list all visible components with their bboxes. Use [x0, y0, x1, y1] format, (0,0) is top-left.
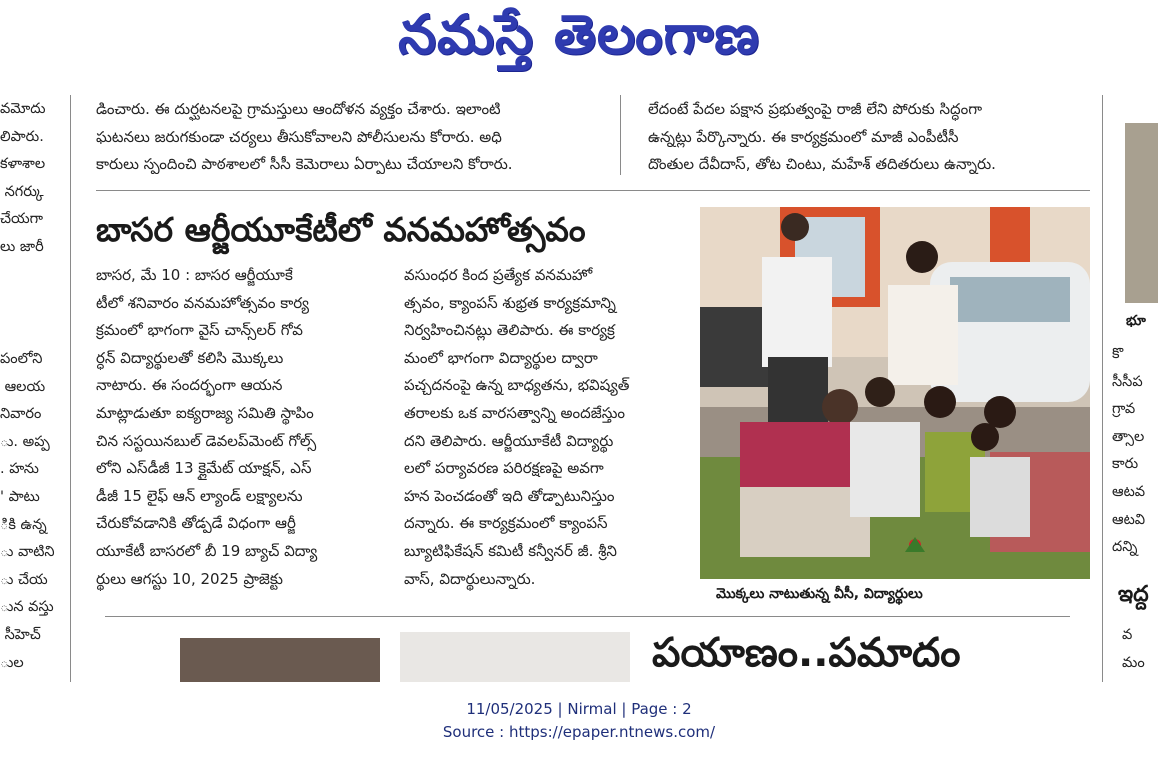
top-article-right-text — [648, 96, 1093, 179]
right-edge-line: దన్ని — [1112, 539, 1138, 556]
article-column-1 — [96, 262, 396, 593]
teaser-photo-strip — [180, 638, 380, 683]
left-edge-line: . హను — [0, 461, 39, 478]
teaser-photo-strip-2 — [400, 632, 630, 682]
left-edge-line: ున వస్తు — [0, 599, 54, 616]
left-edge-line: ు చేయ — [0, 571, 48, 588]
right-edge-line: సీసీప — [1112, 373, 1143, 390]
left-edge-line: ుల — [0, 654, 24, 671]
right-edge-photo — [1125, 123, 1158, 303]
top-article-line: లేదంటే పేదల పక్షాన ప్రభుత్వంపై రాజీ లేని పోరుకు సిద్ధంగా — [648, 100, 983, 118]
left-edge-line: చేయగా — [0, 211, 44, 228]
left-edge-line: వమోదు — [0, 101, 46, 117]
article-line: దని తెలిపారు. ఆర్జీయూకేటీ విద్యార్థు — [404, 431, 614, 450]
column-divider-left — [70, 95, 71, 685]
right-edge-line: ఆటవి — [1112, 511, 1146, 528]
left-edge-line: ' పాటు — [0, 488, 40, 505]
article-line: ర్ధన్ విద్యార్థులతో కలిసి మొక్కలు — [96, 348, 284, 367]
article-line: బాసర, మే 10 : బాసర ఆర్జీయూకే — [96, 266, 293, 284]
article-line: డీజీ 15 లైఫ్ ఆన్ ల్యాండ్ లక్ష్యాలను — [96, 486, 303, 505]
right-edge-line: త్సాల — [1112, 428, 1145, 445]
right-edge-caption: భూ — [1126, 313, 1146, 329]
article-line: టీలో శనివారం వనమహోత్సవం కార్య — [96, 293, 310, 312]
article-line: మంలో భాగంగా విద్యార్థుల ద్వారా — [404, 348, 598, 367]
left-edge-line: నివారం — [0, 406, 42, 423]
article-line: యూకేటీ బాసరలో బీ 19 బ్యాచ్ విద్యా — [96, 541, 318, 560]
article-line: బ్యూటిఫికేషన్ కమిటీ కన్వీనర్ జీ. శ్రీని — [404, 541, 617, 560]
left-edge-line: ికి ఉన్న — [0, 516, 47, 533]
article-line: లోని ఎస్‌డీజీ 13 క్లైమేట్ యాక్షన్, ఎస్ — [96, 459, 312, 478]
left-edge-line: ు. అప్ప — [0, 433, 50, 450]
teaser-headline: పయాణం..పమాదం — [652, 630, 961, 676]
article-line: పచ్చదనంపై ఉన్న బాధ్యతను, భవిష్యత్ — [404, 376, 630, 395]
article-headline: బాసర ఆర్జీయూకేటీలో వనమహోత్సవం — [96, 210, 586, 249]
top-article-line: ఉన్నట్లు పేర్కొన్నారు. ఈ కార్యక్రమంలో మాజీ ఎంపీటీసీ — [648, 127, 959, 146]
top-article-line: డించారు. ఈ దుర్ఘటనలపై గ్రామస్తులు ఆందోళన వ్యక్తం చేశారు. ఇలాంటి — [96, 100, 501, 118]
left-edge-line: పంలోని — [0, 351, 43, 367]
masthead-logo: నమస్తే తెలంగాణ — [398, 3, 760, 66]
top-article-left-text — [96, 96, 606, 179]
right-edge-line: ఆటవ — [1112, 483, 1146, 500]
right-edge-line: వ — [1122, 627, 1133, 643]
section-rule-top — [96, 190, 1090, 191]
left-edge-line: కళాశాల — [0, 156, 46, 173]
right-edge-headline: ఇద్ద — [1118, 582, 1149, 607]
left-edge-line: నగర్కు — [0, 183, 44, 200]
source-link[interactable]: Source : https://epaper.ntnews.com/ — [442, 723, 716, 741]
top-article-line: కారులు స్పందించి పాఠశాలలో సీసీ కెమెరాలు ఏర్పాటు చేయాలని కోరారు. — [96, 155, 513, 174]
top-article-line: ఘటనలు జరుగకుండా చర్యలు తీసుకోవాలని పోలీసులను కోరారు. అధి — [96, 127, 502, 146]
column-divider-top — [620, 95, 621, 175]
article-line: హన పెంచడంతో ఇది తోడ్పాటునిస్తుం — [404, 486, 615, 505]
page-bottom-edge — [0, 682, 1158, 762]
article-photo — [700, 207, 1090, 579]
right-edge-line: కొ — [1112, 346, 1124, 362]
right-edge-column — [1112, 341, 1158, 571]
right-edge-line: గ్రావ — [1112, 401, 1136, 418]
photo-caption: మొక్కలు నాటుతున్న వీసీ, విద్యార్థులు — [716, 586, 923, 602]
right-edge-column-2 — [1122, 622, 1158, 682]
article-line: వాస్, విదార్థులున్నారు. — [404, 569, 536, 588]
left-edge-line: సీహెచ్ — [0, 626, 41, 643]
article-line: తరాలకు ఒక వారసత్వాన్ని అందజేస్తుం — [404, 403, 626, 422]
article-line: త్సవం, క్యాంపస్ శుభ్రత కార్యక్రమాన్ని — [404, 293, 616, 312]
left-edge-line: లు జారీ — [0, 238, 44, 255]
article-line: చేరుకోవడానికి తోడ్పడే విధంగా ఆర్జీ — [96, 514, 296, 533]
left-edge-column-bottom — [0, 346, 58, 682]
right-edge-line: మం — [1122, 654, 1145, 671]
left-edge-line: లిపారు. — [0, 128, 44, 145]
article-line: క్రమంలో భాగంగా వైస్ చాన్స్‌లర్ గోవ — [96, 321, 303, 340]
article-line: లలో పర్యావరణ పరిరక్షణపై అవగా — [404, 459, 604, 478]
section-rule-bottom — [105, 616, 1070, 617]
edition-info: 11/05/2025 | Nirmal | Page : 2 — [466, 700, 692, 718]
right-edge-line: కారు — [1112, 456, 1139, 473]
left-edge-line: ు వాటిని — [0, 544, 55, 561]
column-divider-right — [1102, 95, 1103, 685]
article-column-2 — [404, 262, 694, 593]
article-line: నిర్వహించినట్లు తెలిపారు. ఈ కార్యక్ర — [404, 321, 615, 340]
article-line: వసుంధర కింద ప్రత్యేక వనమహో — [404, 266, 593, 284]
article-line: ర్థులు ఆగస్టు 10, 2025 ప్రాజెక్టు — [96, 569, 283, 588]
article-line: మాట్లాడుతూ ఐక్యరాజ్య సమితి స్థాపిం — [96, 403, 314, 422]
top-article-line: దొంతుల దేవీదాస్, తోట చింటు, మహేశ్ తదితరులు ఉన్నారు. — [648, 155, 996, 174]
left-edge-column-top — [0, 96, 58, 266]
article-line: దన్నారు. ఈ కార్యక్రమంలో క్యాంపస్ — [404, 514, 608, 533]
left-edge-line: ఆలయ — [0, 378, 46, 395]
article-line: నాటారు. ఈ సందర్భంగా ఆయన — [96, 376, 283, 395]
article-line: చిన సస్టయినబుల్ డెవలప్‌మెంట్ గోల్స్ — [96, 431, 317, 450]
